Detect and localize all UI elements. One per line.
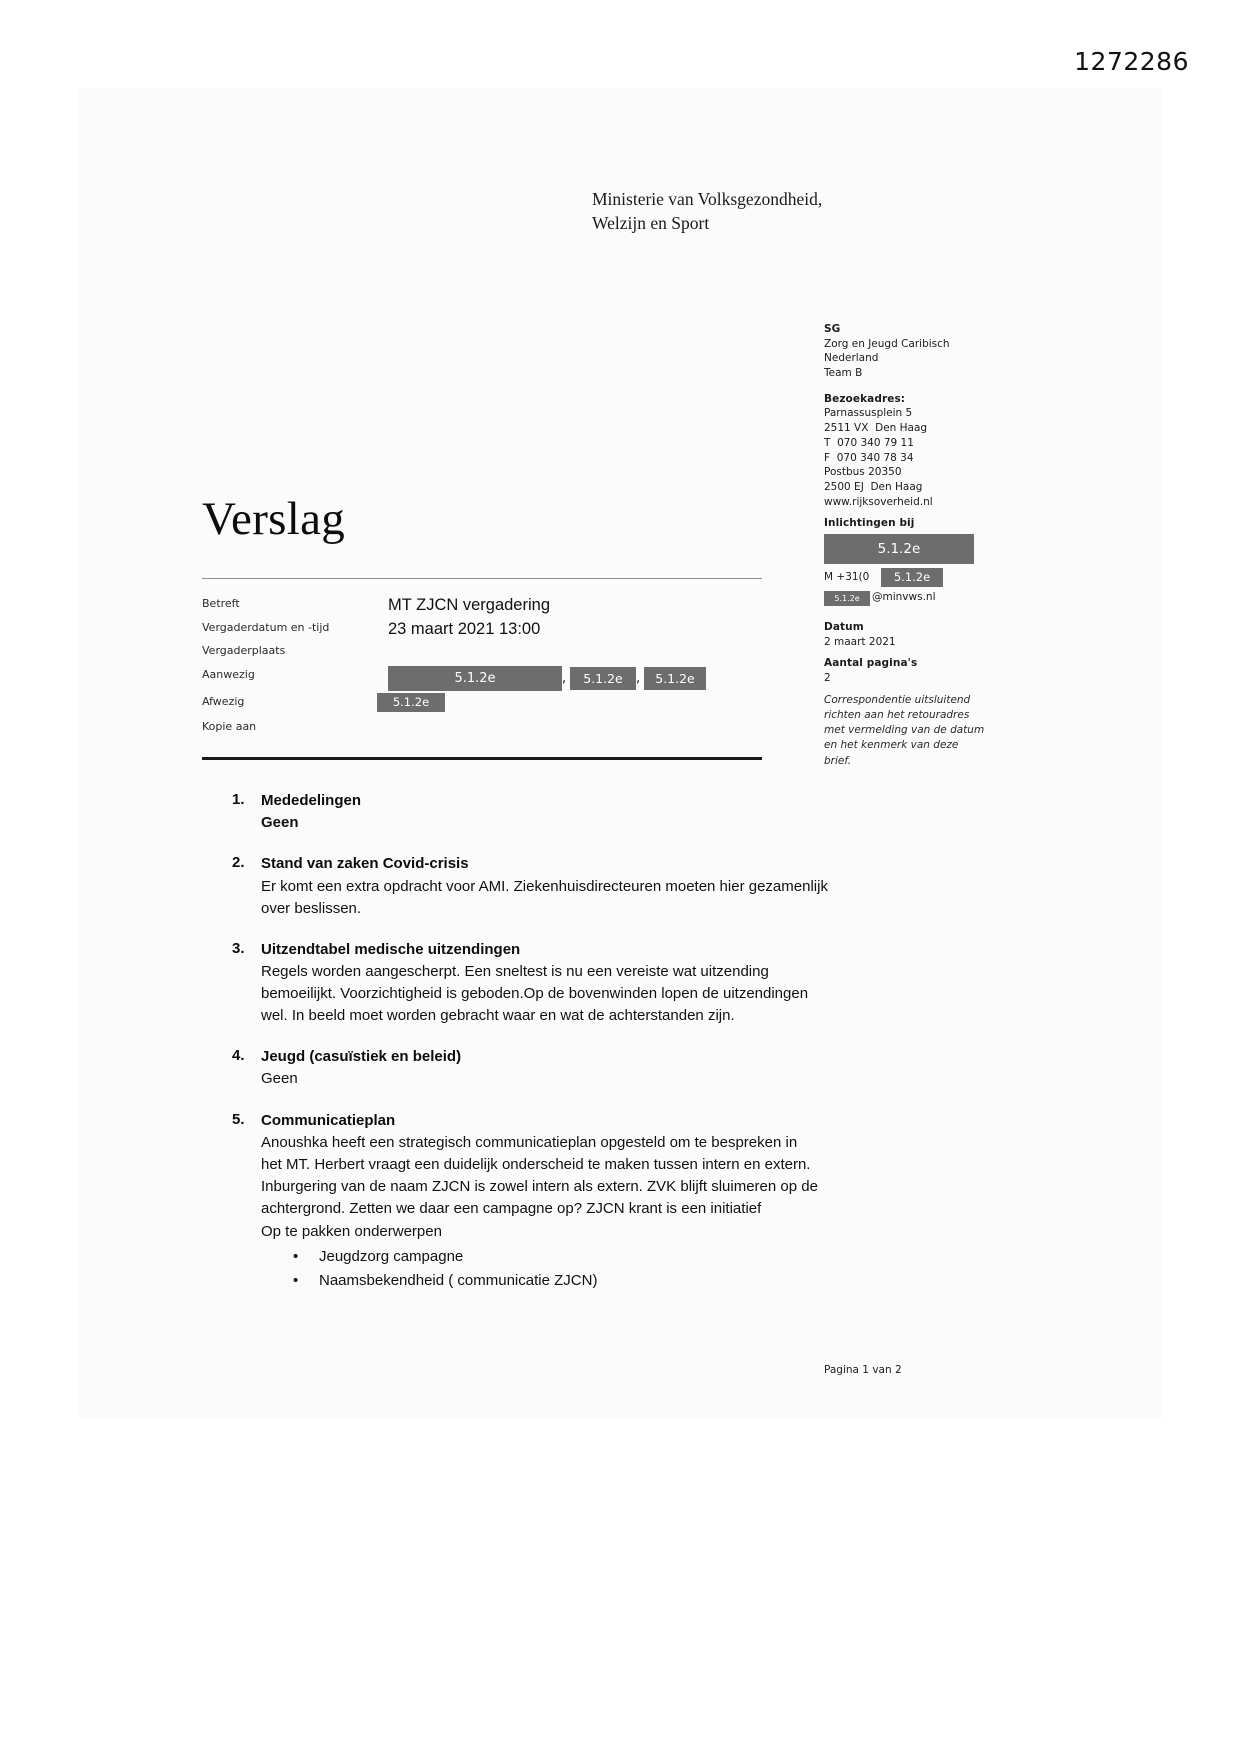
redaction-email-local: 5.1.2e xyxy=(824,591,870,606)
org-line-1: Zorg en Jeugd Caribisch xyxy=(824,337,950,350)
address-postbus: Postbus 20350 xyxy=(824,466,902,479)
address-phone: T 070 340 79 11 xyxy=(824,436,914,449)
meeting-meta-table xyxy=(202,594,762,740)
address-postbus-city: 2500 EJ Den Haag xyxy=(824,480,923,493)
note-line-4: en het kenmerk van deze xyxy=(824,739,959,752)
meta-label: Afwezig xyxy=(202,694,245,708)
meta-row-afwezig xyxy=(202,692,762,717)
email-domain: @minvws.nl xyxy=(872,590,936,603)
redaction-aanwezig-1: 5.1.2e xyxy=(388,666,562,691)
note-line-2: richten aan het retouradres xyxy=(824,708,970,721)
agenda-item-title: Stand van zaken Covid-crisis xyxy=(261,855,469,873)
page-footer: Pagina 1 van 2 xyxy=(824,1364,902,1376)
comma-1: , xyxy=(562,670,567,686)
meta-row-vergaderdatum xyxy=(202,618,762,642)
meta-row-vergaderplaats xyxy=(202,641,762,665)
agenda-item xyxy=(232,790,832,834)
note-line-3: met vermelding van de datum xyxy=(824,724,985,737)
divider-top xyxy=(202,578,762,579)
agenda-item-title: Jeugd (casuïstiek en beleid) xyxy=(261,1048,462,1066)
comma-2: , xyxy=(636,670,641,686)
meta-value: 23 maart 2021 13:00 xyxy=(388,619,541,638)
bullet-item: • Naamsbekendheid ( communicatie ZJCN) xyxy=(319,1269,832,1293)
agenda-item-number: 2. xyxy=(232,854,245,872)
agenda-item-number: 3. xyxy=(232,939,245,957)
meta-label: Vergaderdatum en -tijd xyxy=(202,620,330,634)
ministry-header xyxy=(592,188,822,236)
redaction-aanwezig-3: 5.1.2e xyxy=(644,667,706,690)
agenda-item-text: Regels worden aangescherpt. Een sneltest is nu een vereiste wat uitzending bemoeilijkt. Voorzichtigheid is geboden.Op de bovenwinden lopen de uitzendingen wel. In beeld moet worden gebracht waar en wat de achterstanden zijn. xyxy=(261,963,809,1025)
agenda-item-title: Communicatieplan xyxy=(261,1111,396,1129)
agenda-item xyxy=(232,939,832,1027)
mobile-row xyxy=(824,570,1039,590)
note-line-5: brief. xyxy=(824,754,852,767)
agenda-item-text: Geen xyxy=(261,814,299,832)
agenda-list xyxy=(232,790,832,1312)
pages-value: 2 xyxy=(824,672,831,684)
address-fax: F 070 340 78 34 xyxy=(824,451,914,464)
note-line-1: Correspondentie uitsluitend xyxy=(824,693,971,706)
agenda-item xyxy=(232,1046,832,1090)
info-heading: Inlichtingen bij xyxy=(824,517,915,530)
agenda-item-text: Geen xyxy=(261,1070,298,1088)
email-row xyxy=(824,590,1039,609)
aanwezig-values xyxy=(388,665,762,691)
meta-label: Aanwezig xyxy=(202,667,255,681)
pages-heading: Aantal pagina's xyxy=(824,657,918,670)
agenda-item-bullets xyxy=(261,1245,832,1293)
redaction-mobile-number: 5.1.2e xyxy=(881,568,943,587)
agenda-item-subtext: Op te pakken onderwerpen xyxy=(261,1223,442,1240)
agenda-item-title: Uitzendtabel medische uitzendingen xyxy=(261,940,521,958)
ministry-line-2: Welzijn en Sport xyxy=(592,212,710,233)
correspondence-note xyxy=(824,693,1039,769)
redaction-info-contact: 5.1.2e xyxy=(824,534,974,564)
agenda-item-text: Er komt een extra opdracht voor AMI. Ziekenhuisdirecteuren moeten hier gezamenlijk over beslissen. xyxy=(261,877,828,917)
agenda-item-number: 4. xyxy=(232,1047,245,1065)
meta-sidebar xyxy=(824,322,1039,769)
agenda-item xyxy=(232,1110,832,1294)
document-number: 1272286 xyxy=(1074,47,1189,76)
org-line-3: Team B xyxy=(824,367,863,380)
agenda-item-number: 1. xyxy=(232,791,245,808)
redaction-afwezig-1: 5.1.2e xyxy=(377,693,445,712)
divider-bottom xyxy=(202,757,762,760)
date-value: 2 maart 2021 xyxy=(824,635,896,648)
ministry-line-1: Ministerie van Volksgezondheid, xyxy=(592,189,823,209)
meta-label: Vergaderplaats xyxy=(202,644,286,657)
agenda-item xyxy=(232,853,832,919)
redaction-aanwezig-2: 5.1.2e xyxy=(570,667,636,690)
meta-label: Kopie aan xyxy=(202,719,257,733)
address-city: 2511 VX Den Haag xyxy=(824,422,928,435)
meta-row-kopie-aan xyxy=(202,717,762,741)
org-line-2: Nederland xyxy=(824,352,879,365)
address-street: Parnassusplein 5 xyxy=(824,407,913,420)
org-heading: SG xyxy=(824,323,841,335)
page-title: Verslag xyxy=(202,493,346,545)
agenda-item-title: Mededelingen xyxy=(261,792,362,809)
address-heading: Bezoekadres: xyxy=(824,392,906,405)
meta-row-aanwezig xyxy=(202,665,762,692)
bullet-item: • Jeugdzorg campagne xyxy=(319,1245,832,1269)
date-heading: Datum xyxy=(824,620,864,633)
meta-row-betreft xyxy=(202,594,762,618)
mobile-prefix: M +31(0 xyxy=(824,570,870,583)
agenda-item-number: 5. xyxy=(232,1110,245,1128)
agenda-item-text: Anoushka heeft een strategisch communicatieplan opgesteld om te bespreken in het MT. Herbert vraagt een duidelijk onderscheid te maken tussen intern en extern. Inburgering van de naam ZJCN is zowel intern als extern. ZVK blijft sluimeren op de achtergrond. Zetten we daar een campagne op? ZJCN krant is een initiatief xyxy=(261,1133,818,1217)
meta-label: Betreft xyxy=(202,597,240,610)
meta-value: MT ZJCN vergadering xyxy=(388,596,550,614)
afwezig-values xyxy=(377,692,762,712)
address-website: www.rijksoverheid.nl xyxy=(824,495,933,508)
